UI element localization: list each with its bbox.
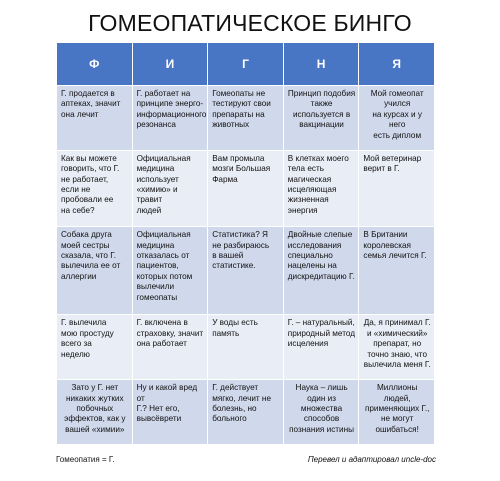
bingo-cell xyxy=(208,86,284,151)
bingo-grid xyxy=(56,42,435,445)
bingo-cell xyxy=(57,227,133,315)
bingo-cell xyxy=(359,315,435,380)
bingo-cell-text: Статистика? Я не разбираюсь в вашей статистике. xyxy=(212,230,270,271)
bingo-cell-text: Собака друга моей сестры сказала, что Г. вылечила ее от аллергии xyxy=(61,230,121,281)
bingo-cell xyxy=(57,86,133,151)
bingo-cell xyxy=(132,86,208,151)
column-header: Н xyxy=(283,43,359,86)
bingo-row xyxy=(57,150,435,226)
column-header: Г xyxy=(208,43,284,86)
bingo-cell-text: Г. действует мягко, лечит не болезнь, но больного xyxy=(212,383,272,424)
bingo-row xyxy=(57,227,435,315)
bingo-cell-text: Принцип подобия также используется в вакцинации xyxy=(287,89,356,130)
bingo-cell xyxy=(359,380,435,445)
bingo-cell xyxy=(359,86,435,151)
column-header: Ф xyxy=(57,43,133,86)
bingo-cell xyxy=(57,315,133,380)
bingo-cell xyxy=(283,315,359,380)
page-title: ГОМЕОПАТИЧЕСКОЕ БИНГО xyxy=(88,10,412,36)
bingo-cell-text: Официальная медицина отказалась от пациентов, которых потом вылечили гомеопаты xyxy=(136,230,193,302)
bingo-cell-text: Г. – натуральный, природный метод исцеления xyxy=(287,318,356,349)
bingo-row xyxy=(57,86,435,151)
bingo-cell-text: Г. работает на принципе энерго- информационного резонанса xyxy=(136,89,207,130)
bingo-cell-text: В клетках моего тела есть магическая исцеляющая жизненная энергия xyxy=(287,153,349,215)
column-header: Я xyxy=(359,43,435,86)
bingo-cell xyxy=(283,380,359,445)
footer-note: Гомеопатия = Г. xyxy=(56,455,115,464)
bingo-cell-text: Как вы можете говорить, что Г. не работает, если не пробовали ее на себе? xyxy=(61,153,120,215)
bingo-cell xyxy=(132,380,208,445)
bingo-cell-text: Мой ветеринар верит в Г. xyxy=(363,153,422,174)
bingo-cell xyxy=(208,380,284,445)
bingo-cell xyxy=(132,315,208,380)
bingo-cell-text: Г. включена в страховку, значит она работает xyxy=(136,318,204,349)
bingo-cell-text: Гомеопаты не тестируют свои препараты на животных xyxy=(212,89,271,130)
bingo-cell xyxy=(283,227,359,315)
bingo-cell xyxy=(208,315,284,380)
bingo-cell xyxy=(57,150,133,226)
bingo-row xyxy=(57,380,435,445)
bingo-cell xyxy=(132,227,208,315)
bingo-cell xyxy=(57,380,133,445)
bingo-cell-text: Зато у Г. нет никаких жутких побочных эффектов, как у вашей «химии» xyxy=(64,383,126,434)
bingo-cell xyxy=(208,150,284,226)
column-header: И xyxy=(132,43,208,86)
header-row xyxy=(57,43,435,86)
footer-credit: Перевел и адаптировал uncle-doc xyxy=(307,455,436,464)
bingo-cell-text: Двойные слепые исследования специально нацелены на дискредитацию Г. xyxy=(287,230,355,281)
bingo-cell xyxy=(132,150,208,226)
bingo-cell-text: Наука – лишь один из множества способов познания истины xyxy=(289,383,355,434)
bingo-cell-text: Г. продается в аптеках, значит она лечит xyxy=(61,89,121,119)
bingo-cell xyxy=(283,86,359,151)
bingo-cell xyxy=(359,150,435,226)
bingo-cell-text: Мой гомеопат учился на курсах и у него есть диплом xyxy=(370,89,424,140)
bingo-cell-text: Г. вылечила мою простуду всего за неделю xyxy=(61,318,114,359)
bingo-cell-text: В Британии королевская семья лечится Г. xyxy=(363,230,427,261)
bingo-cell xyxy=(359,227,435,315)
bingo-cell xyxy=(283,150,359,226)
bingo-cell-text: Вам промыла мозги Большая Фарма xyxy=(212,153,271,184)
bingo-cell-text: Да, я принимал Г. и «химический» препарат, но точно знаю, что вылечила меня Г. xyxy=(363,318,431,369)
bingo-cell-text: Ну и какой вред от Г.? Нет его, вывсёврети xyxy=(136,383,198,424)
bingo-cell xyxy=(208,227,284,315)
bingo-cell-text: Официальная медицина использует «химию» и травит людей xyxy=(136,153,191,215)
bingo-cell-text: У воды есть память xyxy=(212,318,258,338)
bingo-row xyxy=(57,315,435,380)
bingo-cell-text: Миллионы людей, применяющих Г., не могут ошибаться! xyxy=(364,383,430,434)
